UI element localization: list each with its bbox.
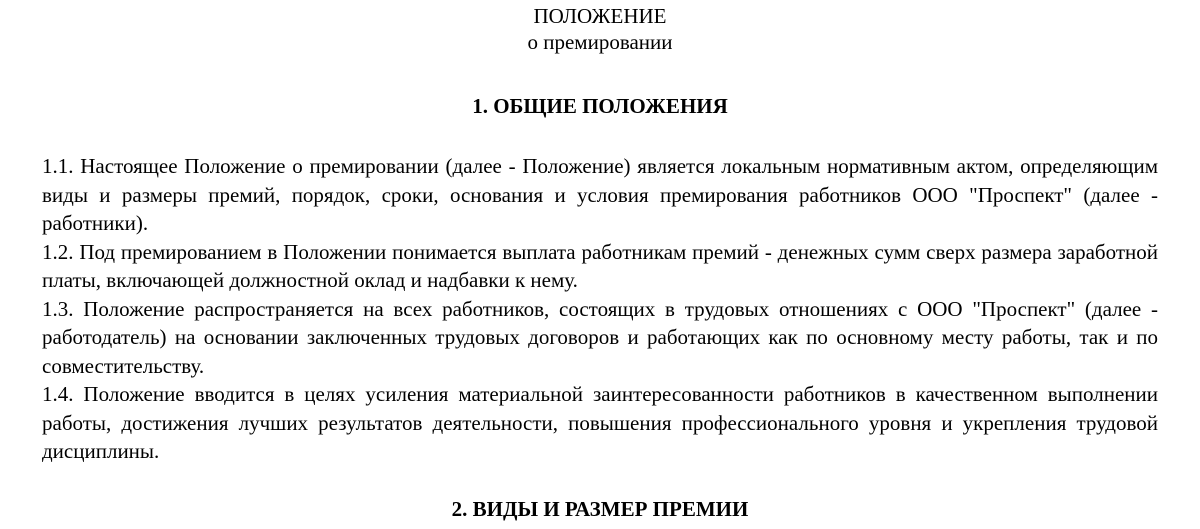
paragraph-1-4: 1.4. Положение вводится в целях усиления материальной заинтересованности работников в качественном выполнении работы, достижения лучших результатов деятельности, повышения профессионального уровня и укрепления трудовой дисциплины. [42, 382, 1158, 463]
section-heading-bonus-types: 2. ВИДЫ И РАЗМЕР ПРЕМИИ [451, 496, 749, 521]
section-heading-general: 1. ОБЩИЕ ПОЛОЖЕНИЯ [472, 94, 728, 118]
paragraph-1-2: 1.2. Под премированием в Положении понимается выплата работникам премий - денежных сумм сверх размера заработной платы, включающей должностной оклад и надбавки к нему. [42, 239, 1158, 292]
document-page [0, 3, 1200, 529]
document-title: ПОЛОЖЕНИЕ [533, 4, 667, 28]
paragraph-1-1: 1.1. Настоящее Положение о премировании (далее - Положение) является локальным нормативным актом, определяющим виды и размеры премий, порядок, сроки, основания и условия премирования работников ООО "Проспект" (далее - работники). [42, 154, 1158, 235]
paragraph-1-3: 1.3. Положение распространяется на всех работников, состоящих в трудовых отношениях с ООО "Проспект" (далее - работодатель) на основании заключенных трудовых договоров и работающих как по основному месту работы, так и по совместительству. [42, 296, 1158, 378]
section-body-general [42, 152, 1158, 466]
document-subtitle: о премировании [527, 30, 673, 54]
